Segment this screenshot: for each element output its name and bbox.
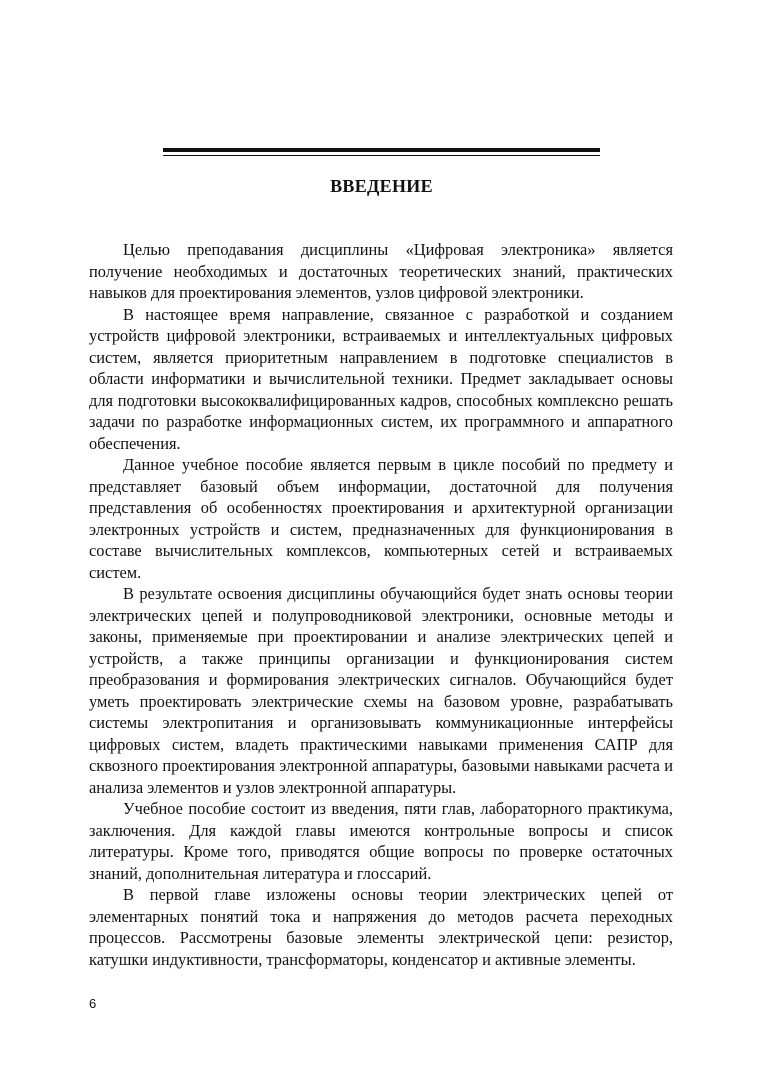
chapter-title: ВВЕДЕНИЕ bbox=[330, 176, 433, 196]
body-text bbox=[89, 239, 673, 970]
paragraph: Целью преподавания дисциплины «Цифровая электроника» является получение необходимых и достаточных теоретических знаний, практических навыков для проектирования элементов, узлов цифровой электроники. bbox=[89, 240, 673, 302]
header-rule-thick bbox=[163, 148, 600, 152]
paragraph: В результате освоения дисциплины обучающийся будет знать основы теории электрических цепей и полупроводниковой электроники, основные методы и законы, применяемые при проектировании и анализе электрических цепей и устройств, а также принципы организации и функционирования систем преобразования и формирования электрических сигналов. Обучающийся будет уметь проектировать электрические схемы на базовом уровне, разрабатывать системы электропитания и организовывать коммуникационные интерфейсы цифровых систем, владеть практическими навыками применения САПР для сквозного проектирования электронной аппаратуры, базовыми навыками расчета и анализа элементов и узлов электронной аппаратуры. bbox=[89, 584, 673, 797]
paragraph: В настоящее время направление, связанное с разработкой и созданием устройств цифровой электроники, встраиваемых и интеллектуальных цифровых систем, является приоритетным направлением в подготовке специалистов в области информатики и вычислительной техники. Предмет закладывает основы для подготовки высококвалифицированных кадров, способных комплексно решать задачи по разработке информационных систем, их программного и аппаратного обеспечения. bbox=[89, 304, 673, 453]
paragraph: Данное учебное пособие является первым в цикле пособий по предмету и представляет базовый объем информации, достаточной для получения представления об особенностях проектирования и архитектурной организации электронных устройств и систем, предназначенных для функционирования в составе вычислительных комплексов, компьютерных сетей и встраиваемых систем. bbox=[89, 455, 673, 582]
paragraph: Учебное пособие состоит из введения, пяти глав, лабораторного практикума, заключения. Для каждой главы имеются контрольные вопросы и список литературы. Кроме того, приводятся общие вопросы по проверке остаточных знаний, дополнительная литература и глоссарий. bbox=[89, 799, 673, 883]
paragraph: В первой главе изложены основы теории электрических цепей от элементарных понятий тока и напряжения до методов расчета переходных процессов. Рассмотрены базовые элементы электрической цепи: резистор, катушки индуктивности, трансформаторы, конденсатор и активные элементы. bbox=[89, 885, 673, 969]
header-rule-thin bbox=[163, 155, 600, 156]
page-number: 6 bbox=[89, 996, 97, 1011]
